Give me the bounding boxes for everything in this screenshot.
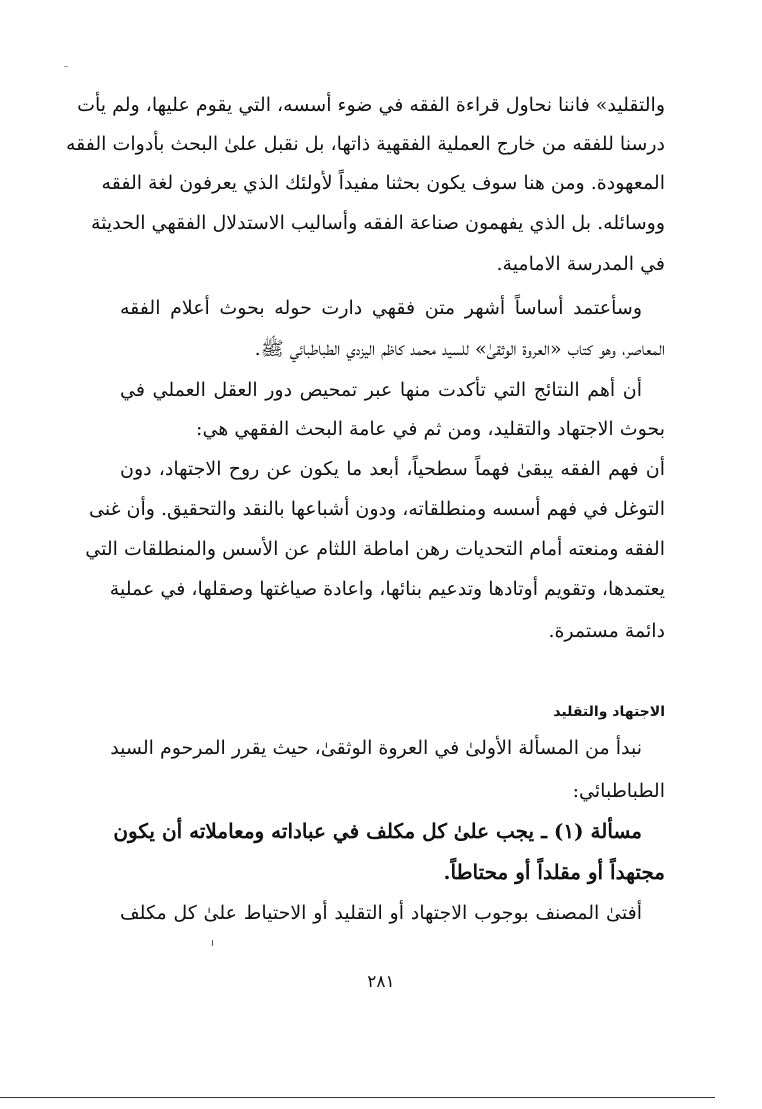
text-line: أفتىٰ المصنف بوجوب الاجتهاد أو التقليد أو الاحتياط علىٰ كل مكلف [120, 902, 642, 924]
text-line: يعتمدها، وتقويم أوتادها وتدعيم بنائها، واعادة صياغتها وصقلها، في عملية [109, 578, 665, 600]
text-line: درسنا للفقه من خارج العملية الفقهية ذاتها، بل نقبل علىٰ البحث بأدوات الفقه [65, 133, 665, 155]
text-line: بحوث الاجتهاد والتقليد، ومن ثم في عامة البحث الفقهي هي: [196, 418, 665, 440]
text-line: والتقليد» فاننا نحاول قراءة الفقه في ضوء أسسه، التي يقوم عليها، ولم يأت [77, 94, 665, 116]
scan-mark [212, 940, 213, 946]
text-line: ووسائله. بل الذي يفهمون صناعة الفقه وأساليب الاستدلال الفقهي الحديثة [91, 212, 665, 234]
section-heading: الاجتهاد والتقليد [553, 704, 665, 720]
text-line: نبدأ من المسألة الأولىٰ في العروة الوثقىٰ، حيث يقرر المرحوم السيد [110, 737, 642, 759]
quoted-ruling-line: مجتهداً أو مقلداً أو محتاطاً. [443, 860, 665, 884]
text-line: الطباطبائي: [572, 780, 665, 802]
text-line: أن أهم النتائج التي تأكدت منها عبر تمحيص دور العقل العملي في [120, 379, 642, 401]
text-line: دائمة مستمرة. [548, 620, 665, 642]
quoted-ruling-line: مسألة (١) ـ يجب علىٰ كل مكلف في عباداته ومعاملاته أن يكون [113, 819, 642, 843]
page-number: ٢٨١ [367, 972, 395, 992]
page-bottom-rule [0, 1097, 715, 1098]
text-line: التوغل في فهم أسسه ومنطلقاته، ودون أشباعها بالنقد والتحقيق. وأن غنى [89, 498, 665, 520]
text-line: الفقه ومنعته أمام التحديات رهن اماطة اللثام عن الأسس والمنطلقات التي [85, 538, 665, 560]
text-line: المعهودة. ومن هنا سوف يكون بحثنا مفيداً لأولئك الذي يعرفون لغة الفقه [101, 172, 665, 194]
scan-speck [64, 66, 68, 67]
text-line: أن فهم الفقه يبقىٰ فهماً سطحياً، أبعد ما يكون عن روح الاجتهاد، دون [120, 458, 665, 480]
text-line: المعاصر، وهو كتاب «العروة الوثقىٰ» للسيد محمد كاظم اليزدي الطباطبائي ﷺ. [254, 338, 665, 360]
text-line: في المدرسة الامامية. [496, 253, 665, 275]
text-line: وسأعتمد أساساً أشهر متن فقهي دارت حوله بحوث أعلام الفقه [120, 297, 642, 319]
